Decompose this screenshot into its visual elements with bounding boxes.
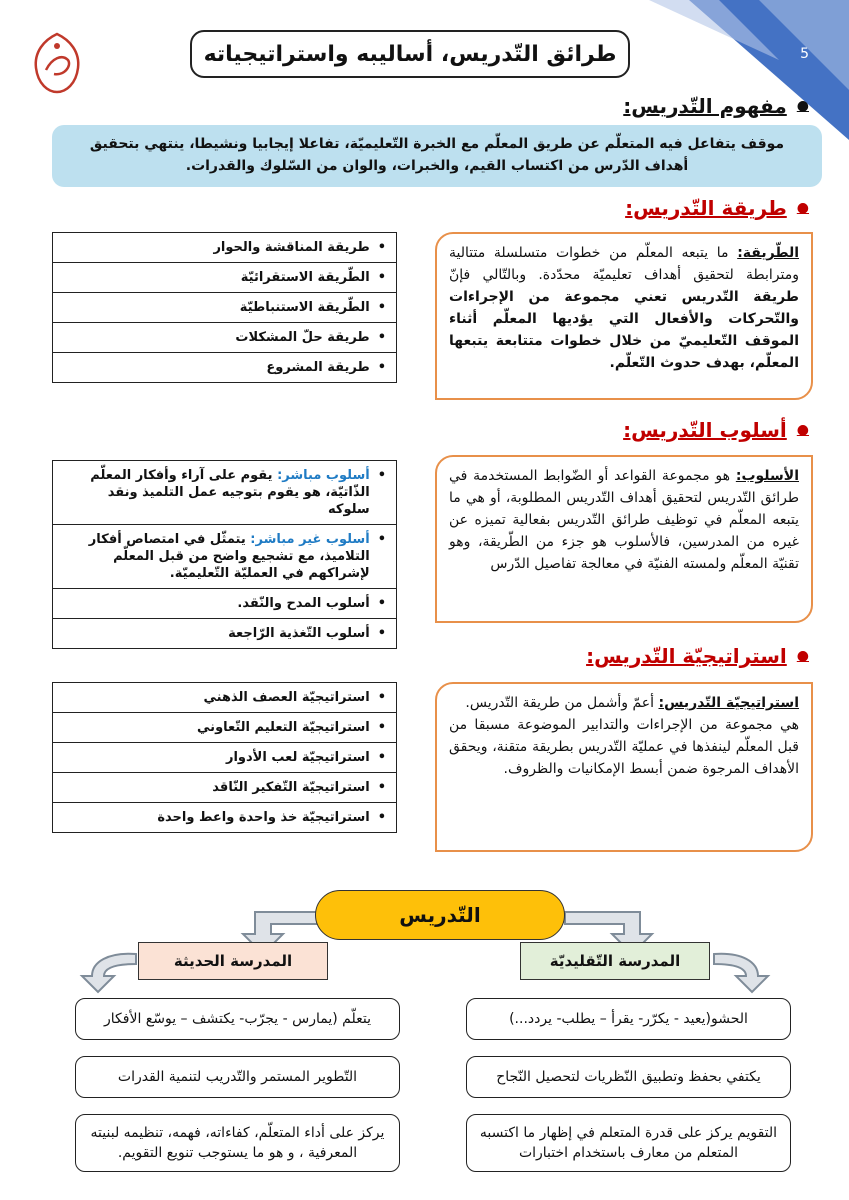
page-number: 5 xyxy=(800,46,809,62)
style-heading: ● أسلوب التّدريس: xyxy=(623,418,809,442)
list-item: • الطّريقة الاستنباطيّة xyxy=(53,293,396,323)
logo-icon xyxy=(30,30,84,96)
list-item: • أسلوب المدح والنّقد. xyxy=(53,589,396,619)
curl-arrow-left-icon xyxy=(78,946,138,996)
method-list xyxy=(52,232,397,383)
traditional-box: التقويم يركز على قدرة المتعلم في إظهار ما اكتسبه المتعلم من معارف باستخدام اختبارات xyxy=(466,1114,791,1172)
strategy-heading: ● استراتيجيّة التّدريس: xyxy=(586,644,809,668)
modern-school-title: المدرسة الحديثة xyxy=(138,942,328,980)
list-item: • طريقة المناقشة والحوار xyxy=(53,233,396,263)
list-item: • طريقة حلّ المشكلات xyxy=(53,323,396,353)
modern-box: يتعلّم (يمارس - يجرّب- يكتشف – يوسّع الأفكار xyxy=(75,998,400,1040)
list-item: • استراتيجيّة التعليم التّعاوني xyxy=(53,713,396,743)
method-definition: الطّريقة: ما يتبعه المعلّم من خطوات متسلسلة متتالية ومترابطة لتحقيق أهداف تعليميّة محدّدة. وبالتّالي فإنّ طريقة التّدريس تعني مجموعة من الإجراءات والتّحركات والأفعال التي يؤديها المعلّم أثناء الموقف التّعليميّ من خلال خطوات متتابعة يتبعها المعلّم، بهدف حدوث التّعلّم. xyxy=(435,232,813,400)
list-item: • استراتيجيّة العصف الذهني xyxy=(53,683,396,713)
curl-arrow-right-icon xyxy=(712,946,772,996)
list-item: • استراتيجيّة التّفكير النّاقد xyxy=(53,773,396,803)
list-item: • أسلوب مباشر: يقوم على آراء وأفكار المعلّم الذّاتيّة، هو يقوم بتوجيه عمل التلميذ ونقد سلوكه xyxy=(53,461,396,525)
strategy-definition: استراتيجيّة التّدريس: أعمّ وأشمل من طريقة التّدريس. هي مجموعة من الإجراءات والتدابير الموضوعة مسبقا من قبل المعلّم لينفذها في عمليّة التّدريس بطريقة متقنة، ويحقق الأهداف المرجوة ضمن أبسط الإمكانيات والظروف. xyxy=(435,682,813,852)
style-list xyxy=(52,460,397,649)
page-title: طرائق التّدريس، أساليبه واستراتيجياته xyxy=(190,30,630,78)
list-item: • أسلوب غير مباشر: يتمثّل في امتصاص أفكار التلاميذ، مع تشجيع واضح من قبل المعلّم لإشراكهم في العمليّة التّعليميّة. xyxy=(53,525,396,589)
modern-box: التّطوير المستمر والتّدريب لتنمية القدرات xyxy=(75,1056,400,1098)
concept-definition: موقف يتفاعل فيه المتعلّم عن طريق المعلّم مع الخبرة التّعليميّة، تفاعلا إيجابيا ونشيطا، ينتهي بتحقيق أهداف الدّرس من اكتساب القيم، والخبرات، والوان من السّلوك والقدرات. xyxy=(52,125,822,187)
list-item: • طريقة المشروع xyxy=(266,360,386,375)
method-heading: ● طريقة التّدريس: xyxy=(625,196,809,220)
teaching-diagram xyxy=(0,880,849,1200)
list-item: • الطّريقة الاستقرائيّة xyxy=(53,263,396,293)
list-item: • استراتيجيّة خذ واحدة واعط واحدة xyxy=(157,810,386,825)
teaching-center: التّدريس xyxy=(315,890,565,940)
traditional-box: يكتفي بحفظ وتطبيق النّظريات لتحصيل النّجاح xyxy=(466,1056,791,1098)
list-item: • استراتيجيّة لعب الأدوار xyxy=(53,743,396,773)
list-item: • أسلوب التّغذية الرّاجعة xyxy=(228,626,386,641)
traditional-school-title: المدرسة التّقليديّة xyxy=(520,942,710,980)
style-definition: الأسلوب: هو مجموعة القواعد أو الضّوابط المستخدمة في طرائق التّدريس لتحقيق أهداف التّدريس المطلوبة، أو هي ما يتبعه المعلّم في توظيف طرائق التّدريس بفعالية تميزه عن غيره من المدرسين، فالأسلوب هو جزء من الطّريقة، وهو تقنيّة المعلّم ولمسته الفنيّة في معالجة تفاصيل الدّرس xyxy=(435,455,813,623)
traditional-box: الحشو(يعيد - يكرّر- يقرأ – يطلب- يردد...) xyxy=(466,998,791,1040)
strategy-list xyxy=(52,682,397,833)
concept-heading: ● مفهوم التّدريس: xyxy=(623,94,809,118)
modern-box: يركز على أداء المتعلّم، كفاءاته، فهمه، تنظيمه لبنيته المعرفية ، و هو ما يستوجب تنويع التقويم. xyxy=(75,1114,400,1172)
